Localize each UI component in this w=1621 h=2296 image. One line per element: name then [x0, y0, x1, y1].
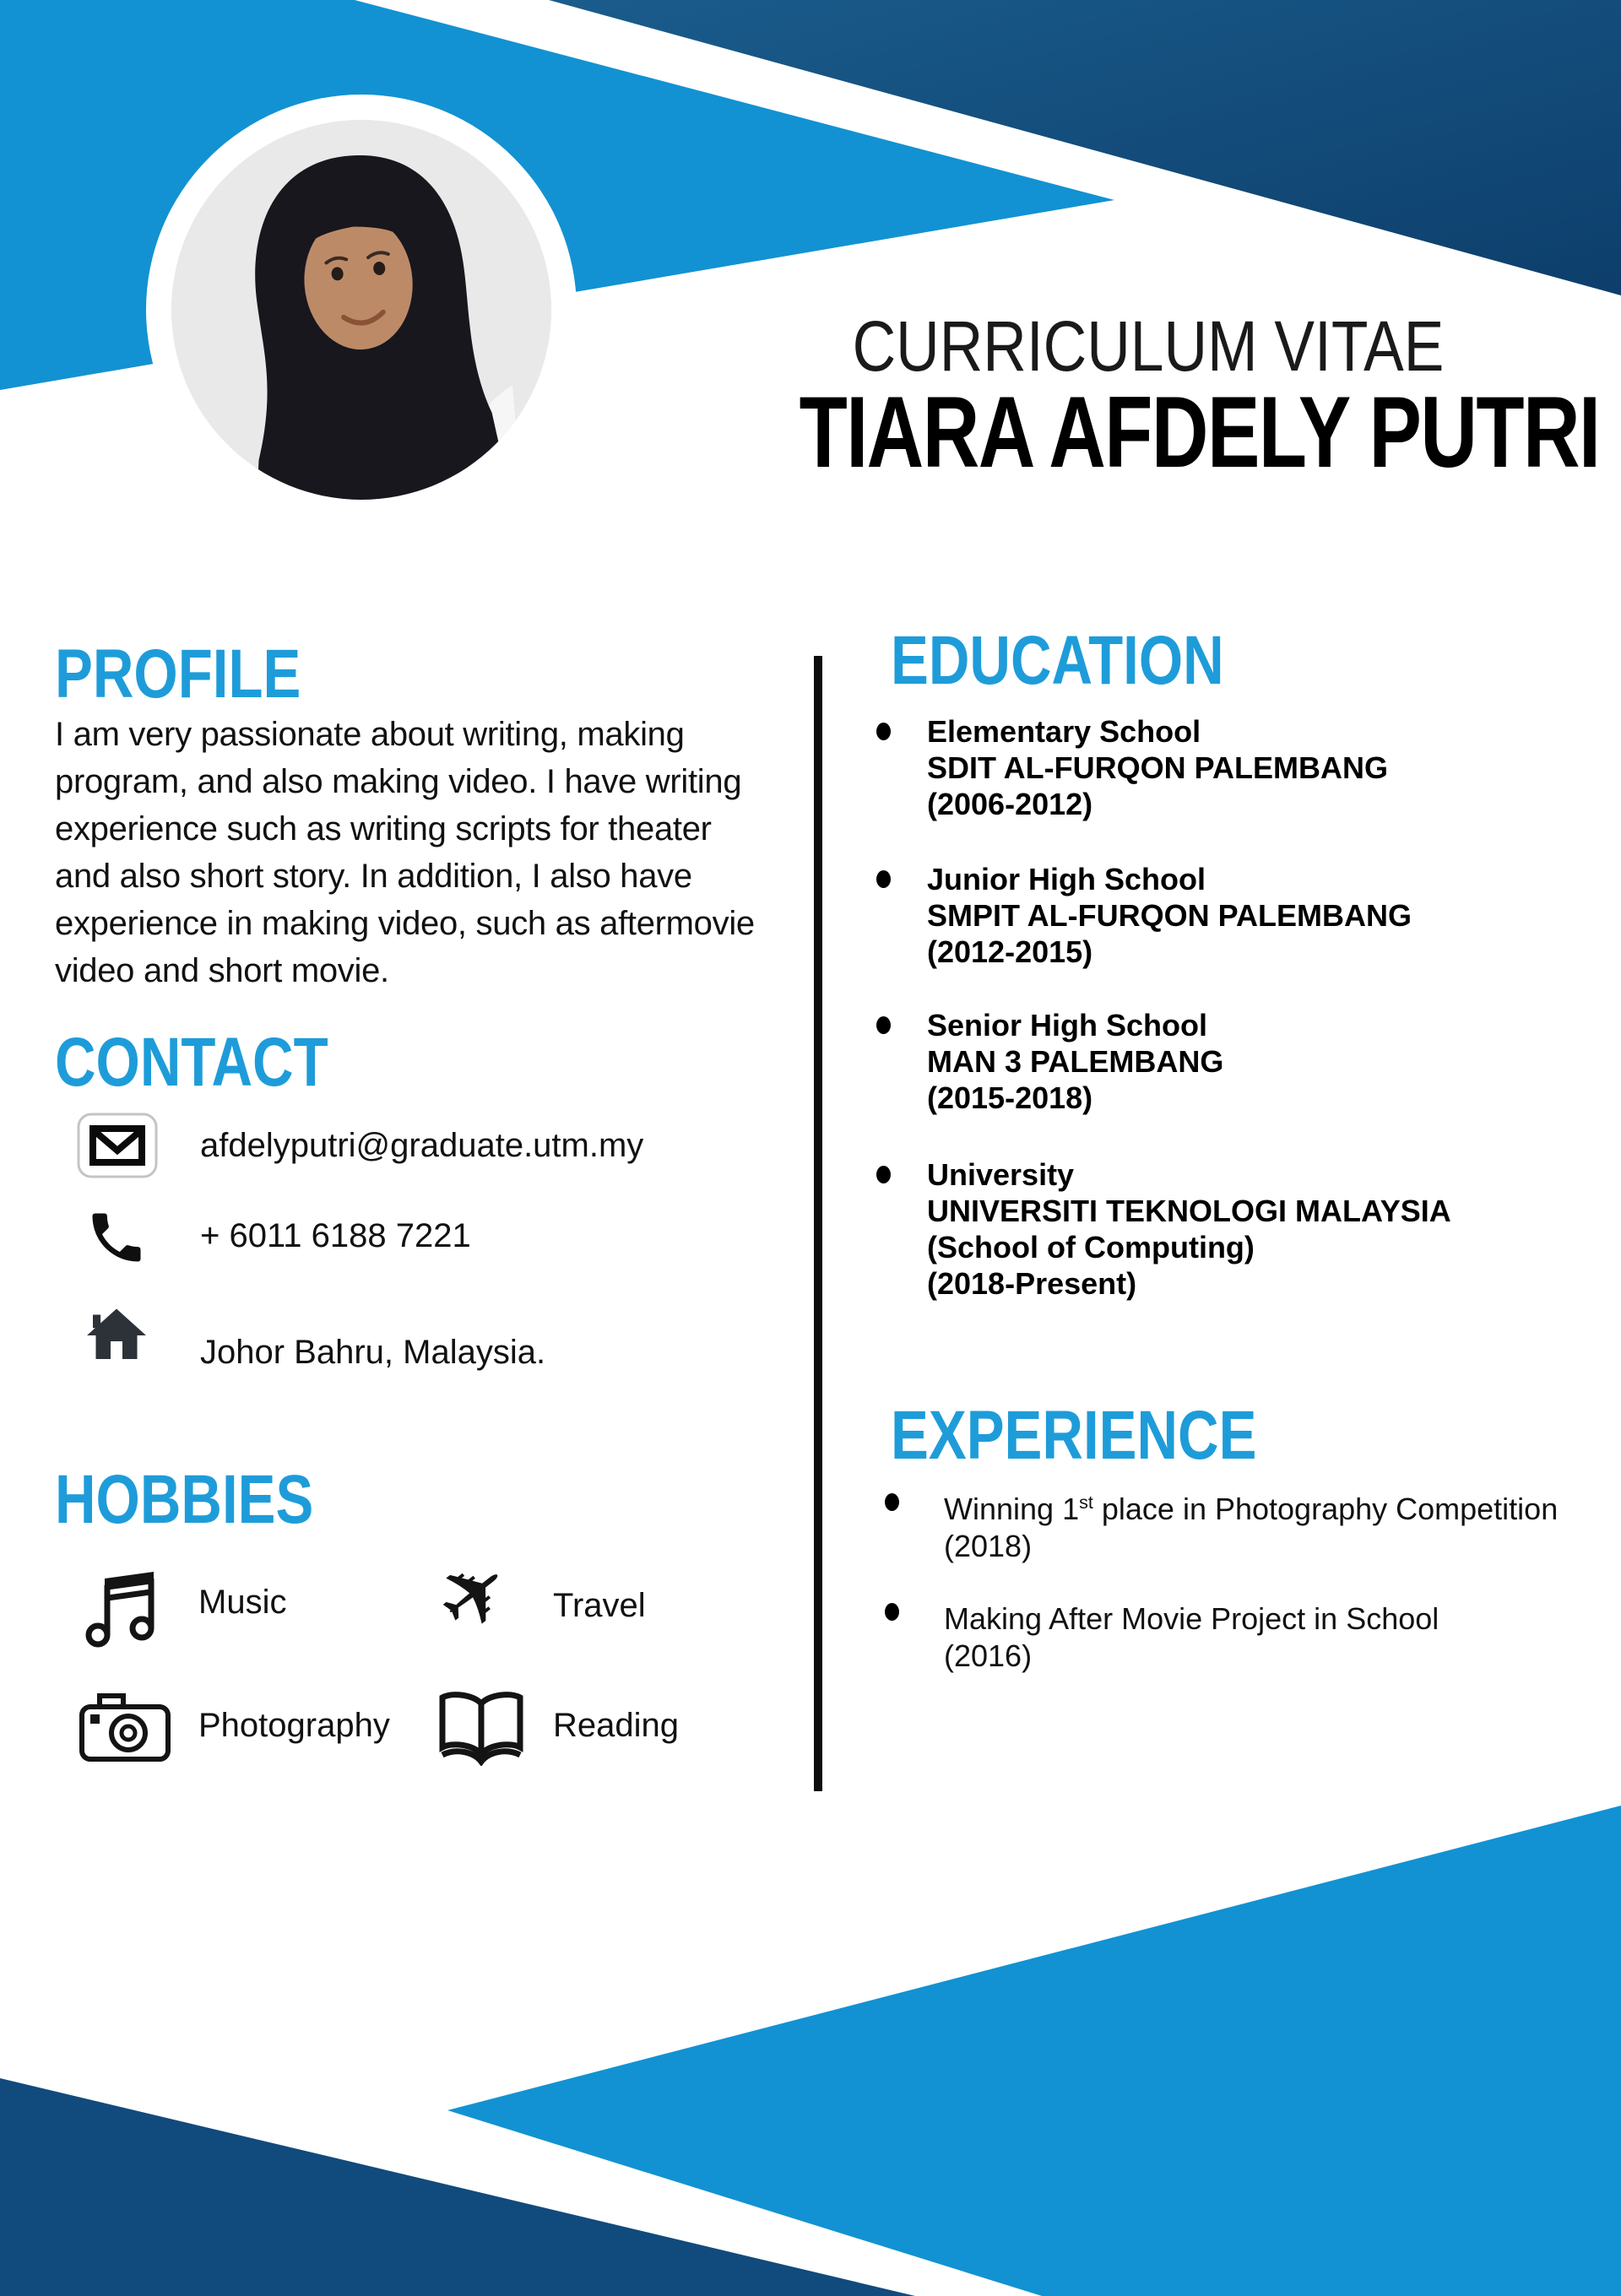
experience-line: (2018) [944, 1529, 1033, 1563]
education-item [871, 1156, 1614, 1302]
education-line: (2015-2018) [927, 1080, 1093, 1115]
experience-superscript: st [1079, 1492, 1093, 1513]
experience-item [871, 1594, 1614, 1675]
experience-text: Winning 1 [944, 1492, 1080, 1526]
music-icon [83, 1560, 167, 1651]
contact-location-value: Johor Bahru, Malaysia. [200, 1334, 546, 1371]
education-line: (2006-2012) [927, 787, 1093, 821]
phone-icon [84, 1205, 149, 1270]
education-line: Senior High School [927, 1008, 1208, 1042]
bullet-icon [876, 870, 891, 888]
education-line: SMPIT AL-FURQON PALEMBANG [927, 898, 1412, 933]
profile-photo [171, 120, 551, 500]
bullet-icon [885, 1603, 899, 1621]
hobby-label-music: Music [198, 1584, 287, 1621]
experience-text: place in Photography Competition [1092, 1492, 1559, 1526]
hobbies-title: HOBBIES [55, 1461, 314, 1538]
bullet-icon [876, 1016, 891, 1034]
experience-title: EXPERIENCE [891, 1397, 1257, 1474]
profile-title: PROFILE [55, 636, 301, 712]
education-line: Junior High School [927, 862, 1206, 896]
education-line: (2012-2015) [927, 934, 1093, 969]
hobby-label-travel: Travel [553, 1587, 646, 1624]
experience-line [944, 1484, 1614, 1528]
camera-icon [76, 1684, 174, 1765]
education-title: EDUCATION [891, 622, 1224, 699]
education-item [871, 1007, 1614, 1116]
column-divider [814, 656, 822, 1791]
contact-email-value: afdelyputri@graduate.utm.my [200, 1127, 644, 1164]
bullet-icon [876, 723, 891, 740]
education-line: SDIT AL-FURQON PALEMBANG [927, 750, 1388, 785]
profile-line: program, and also making video. I have writing [55, 763, 742, 800]
education-line: UNIVERSITI TEKNOLOGI MALAYSIA [927, 1194, 1451, 1228]
experience-item [871, 1484, 1614, 1565]
experience-line: (2016) [944, 1638, 1033, 1673]
header-name: TIARA AFDELY PUTRI [799, 376, 1600, 489]
bullet-icon [876, 1166, 891, 1183]
header-subtitle: CURRICULUM VITAE [852, 306, 1445, 386]
education-item [871, 713, 1614, 822]
profile-line: video and short movie. [55, 952, 389, 989]
email-icon [77, 1113, 158, 1178]
bullet-icon [885, 1493, 899, 1511]
profile-body [55, 711, 755, 994]
hobby-label-reading: Reading [553, 1707, 680, 1744]
education-line: (2018-Present) [927, 1266, 1137, 1301]
home-icon [79, 1300, 154, 1371]
profile-line: experience such as writing scripts for theater [55, 810, 712, 847]
shape-bottom-right-lightblue [447, 1806, 1621, 2296]
profile-line: experience in making video, such as aftermovie [55, 905, 755, 942]
experience-text: Making After Movie Project in School [944, 1601, 1439, 1636]
education-item [871, 861, 1614, 970]
experience-line [944, 1594, 1614, 1638]
contact-phone-value: + 6011 6188 7221 [200, 1217, 471, 1254]
portrait-illustration [171, 120, 551, 500]
contact-title: CONTACT [55, 1024, 328, 1101]
profile-line: and also short story. In addition, I also have [55, 858, 692, 895]
profile-line: I am very passionate about writing, making [55, 716, 685, 753]
education-line: Elementary School [927, 714, 1201, 749]
education-line: MAN 3 PALEMBANG [927, 1044, 1224, 1079]
plane-icon: ✈ [417, 1536, 532, 1654]
education-line: (School of Computing) [927, 1230, 1255, 1264]
education-line: University [927, 1157, 1075, 1192]
hobby-label-photography: Photography [198, 1707, 390, 1744]
book-icon [435, 1688, 528, 1766]
